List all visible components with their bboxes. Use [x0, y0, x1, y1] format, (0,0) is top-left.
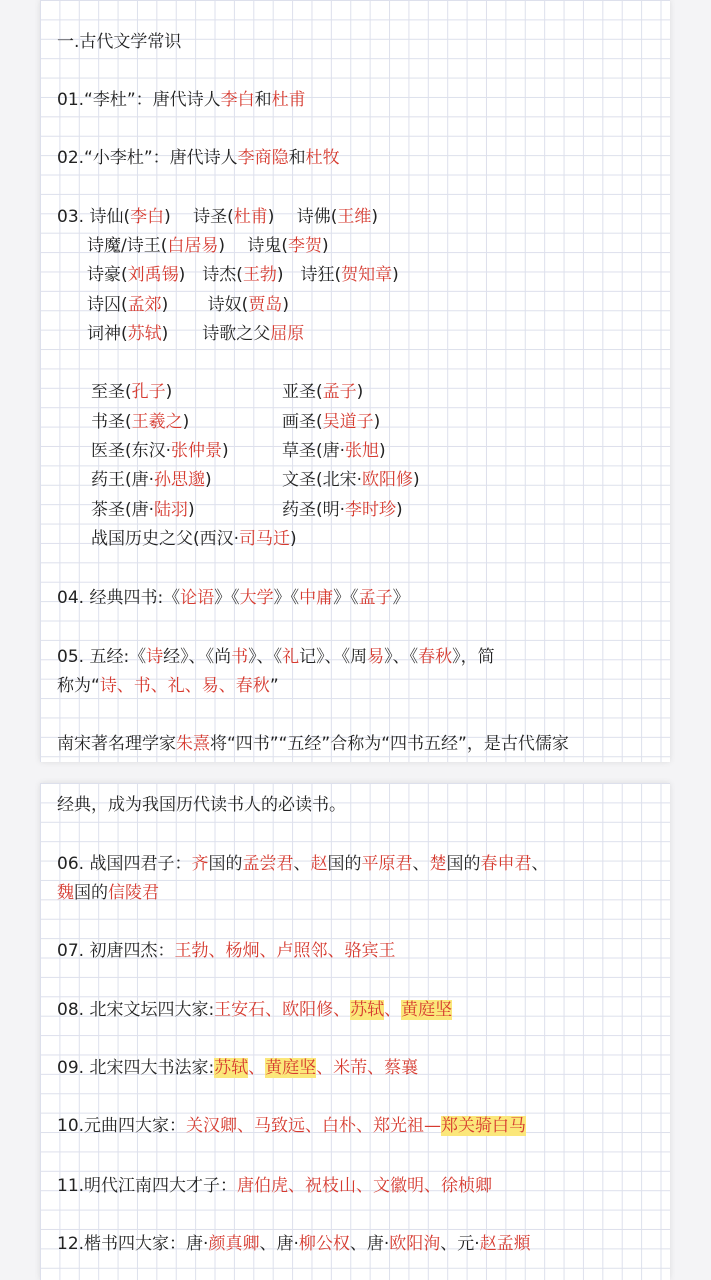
- text-segment: ): [188, 500, 195, 520]
- note-page-1: [40, 0, 670, 762]
- red-keyword: 白居易: [167, 236, 219, 256]
- text-segment: ) 诗歌之父: [161, 324, 271, 344]
- text-segment: 》、《: [384, 647, 419, 667]
- note-line: [87, 323, 304, 345]
- red-keyword: 杜牧: [305, 148, 340, 168]
- red-keyword: 孟郊: [127, 295, 162, 315]
- text-segment: ) 诗奴(: [161, 295, 249, 315]
- red-keyword: 孟子: [322, 382, 357, 402]
- text-segment: 》《: [273, 588, 300, 608]
- red-keyword: 易: [367, 647, 385, 667]
- note-line: [57, 853, 548, 875]
- note-line: [57, 1057, 418, 1079]
- text-segment: 书圣(: [91, 412, 132, 432]
- text-segment: ): [165, 382, 173, 402]
- red-keyword: 朱熹: [176, 734, 210, 754]
- red-keyword: 欧阳洵: [389, 1234, 441, 1254]
- red-keyword: 春申君: [480, 854, 532, 874]
- red-keyword: 春秋: [418, 647, 453, 667]
- note-line: [91, 440, 229, 462]
- highlighted-keyword: 黄庭坚: [265, 1058, 317, 1078]
- red-keyword: 赵孟頫: [479, 1234, 531, 1254]
- text-segment: 药圣(明·: [282, 500, 346, 520]
- note-line: [57, 733, 569, 755]
- text-segment: 医圣(东汉·: [91, 441, 172, 461]
- note-line: [57, 1233, 531, 1255]
- note-line: [57, 89, 306, 111]
- red-keyword: 唐伯虎、祝枝山、文徽明、徐桢卿: [237, 1176, 493, 1196]
- text-segment: ): [396, 500, 403, 520]
- text-segment: ): [205, 470, 212, 490]
- red-keyword: 王安石、欧阳修、: [214, 1000, 351, 1020]
- text-segment: 记》、《周: [299, 647, 368, 667]
- note-line: [282, 499, 403, 521]
- note-line: [91, 469, 212, 491]
- text-segment: 11.明代江南四大才子：: [57, 1176, 238, 1196]
- note-line: [57, 147, 340, 169]
- red-keyword: 杜甫: [233, 207, 268, 227]
- red-keyword: 魏: [57, 883, 74, 903]
- note-line: [87, 235, 329, 257]
- note-line: [57, 940, 395, 962]
- text-segment: 10.元曲四大家：: [57, 1116, 187, 1136]
- red-keyword: 李贺: [288, 236, 323, 256]
- note-line: [282, 411, 380, 433]
- text-segment: 诗囚(: [87, 295, 128, 315]
- text-segment: ) 诗杰(: [178, 265, 243, 285]
- text-segment: ): [182, 412, 190, 432]
- red-keyword: 齐: [191, 854, 209, 874]
- text-segment: 国的: [74, 883, 108, 903]
- red-keyword: 欧阳修: [362, 470, 414, 490]
- red-keyword: 中庸: [299, 588, 334, 608]
- text-segment: 、唐·: [259, 1234, 299, 1254]
- highlighted-keyword: 郑关骑白马: [441, 1116, 527, 1136]
- red-keyword: 王维: [337, 207, 372, 227]
- text-segment: ): [322, 236, 329, 256]
- text-segment: ): [413, 470, 420, 490]
- text-segment: ) 诗圣(: [164, 207, 234, 227]
- red-keyword: 贾岛: [248, 295, 283, 315]
- red-keyword: 大学: [239, 588, 274, 608]
- red-keyword: 王羲之: [131, 412, 183, 432]
- text-segment: 至圣(: [91, 382, 132, 402]
- text-segment: ): [392, 265, 399, 285]
- text-segment: 国的: [446, 854, 481, 874]
- red-keyword: 平原君: [361, 854, 413, 874]
- note-line: [91, 499, 195, 521]
- red-keyword: 诗、书、礼、易、春秋: [99, 676, 270, 696]
- red-keyword: 诗: [146, 647, 164, 667]
- text-segment: 诗魔/诗王(: [87, 236, 168, 256]
- text-segment: ) 诗佛(: [267, 207, 338, 227]
- note-line: [57, 1115, 526, 1137]
- text-segment: 07. 初唐四杰：: [57, 941, 175, 961]
- text-segment: 02.“小李杜”：唐代诗人: [57, 148, 238, 168]
- red-keyword: 贺知章: [341, 265, 393, 285]
- text-segment: 草圣(唐·: [282, 441, 346, 461]
- red-keyword: 柳公权: [298, 1234, 350, 1254]
- text-segment: 、元·: [440, 1234, 480, 1254]
- red-keyword: 李时珍: [345, 500, 397, 520]
- red-keyword: 信陵君: [108, 883, 159, 903]
- note-line: [282, 440, 386, 462]
- text-segment: 》《: [333, 588, 359, 608]
- text-segment: ): [290, 529, 297, 549]
- red-keyword: 王勃、杨炯、卢照邻、骆宾王: [174, 941, 396, 961]
- text-segment: 、: [531, 854, 549, 874]
- text-segment: ): [379, 441, 386, 461]
- red-keyword: 杜甫: [271, 90, 306, 110]
- text-segment: ): [282, 295, 289, 315]
- text-segment: 、唐·: [349, 1234, 390, 1254]
- note-line: [57, 587, 410, 609]
- text-segment: 06. 战国四君子：: [57, 854, 192, 874]
- text-segment: 战国历史之父(西汉·: [91, 529, 240, 549]
- red-keyword: 关汉卿、马致远、白朴、郑光祖—: [186, 1116, 442, 1136]
- note-line: [282, 381, 363, 403]
- note-page-2: [40, 783, 670, 1280]
- text-segment: 经》、《尚: [163, 647, 232, 667]
- note-line: [57, 31, 181, 53]
- red-keyword: 李商隐: [237, 148, 289, 168]
- text-segment: 亚圣(: [282, 382, 323, 402]
- text-segment: ): [371, 207, 379, 227]
- highlighted-keyword: 黄庭坚: [401, 1000, 453, 1020]
- note-line: [57, 206, 378, 228]
- red-keyword: 论语: [180, 588, 215, 608]
- text-segment: 一.古代文学常识: [57, 32, 182, 52]
- text-segment: 词神(: [87, 324, 128, 344]
- note-line: [87, 294, 289, 316]
- note-line: [91, 411, 189, 433]
- highlighted-keyword: 苏轼: [350, 1000, 385, 1020]
- text-segment: 国的: [208, 854, 243, 874]
- text-segment: 南宋著名理学家: [57, 734, 176, 754]
- text-segment: 和: [254, 90, 272, 110]
- red-keyword: 孔子: [131, 382, 166, 402]
- text-segment: 04. 经典四书:《: [57, 588, 181, 608]
- text-segment: 05. 五经:《: [57, 647, 147, 667]
- text-segment: 01.“李杜”：唐代诗人: [57, 90, 221, 110]
- highlighted-keyword: 苏轼: [214, 1058, 249, 1078]
- text-segment: 诗豪(: [87, 265, 128, 285]
- note-line: [282, 469, 420, 491]
- note-line: [91, 381, 172, 403]
- note-line: [57, 882, 159, 904]
- red-keyword: 赵: [310, 854, 328, 874]
- red-keyword: 陆羽: [154, 500, 189, 520]
- red-keyword: 苏轼: [127, 324, 162, 344]
- text-segment: ): [356, 382, 364, 402]
- red-keyword: 孙思邈: [154, 470, 206, 490]
- red-keyword: 书: [231, 647, 249, 667]
- text-segment: 08. 北宋文坛四大家:: [57, 1000, 215, 1020]
- text-segment: 09. 北宋四大书法家:: [57, 1058, 215, 1078]
- text-segment: ) 诗鬼(: [218, 236, 289, 256]
- note-line: [57, 1175, 492, 1197]
- note-line: [87, 264, 399, 286]
- red-keyword: 刘禹锡: [127, 265, 179, 285]
- red-keyword: 王勃: [242, 265, 277, 285]
- note-line: [57, 999, 452, 1021]
- red-keyword: 、米芾、蔡襄: [316, 1058, 419, 1078]
- text-segment: 》、《: [248, 647, 283, 667]
- text-segment: 药王(唐·: [91, 470, 155, 490]
- note-line: [57, 646, 495, 668]
- red-keyword: 、: [384, 1000, 402, 1020]
- red-keyword: 司马迁: [239, 529, 291, 549]
- red-keyword: 颜真卿: [208, 1234, 260, 1254]
- text-segment: 》，简: [452, 647, 495, 667]
- red-keyword: 、: [248, 1058, 266, 1078]
- red-keyword: 礼: [282, 647, 300, 667]
- text-segment: 称为“: [57, 676, 100, 696]
- red-keyword: 孟尝君: [242, 854, 294, 874]
- red-keyword: 孟子: [358, 588, 393, 608]
- red-keyword: 楚: [429, 854, 447, 874]
- text-segment: ): [373, 412, 381, 432]
- text-segment: 》: [392, 588, 410, 608]
- red-keyword: 张仲景: [171, 441, 223, 461]
- text-segment: ”: [269, 676, 279, 696]
- text-segment: ): [222, 441, 229, 461]
- text-segment: 茶圣(唐·: [91, 500, 155, 520]
- text-segment: 文圣(北宋·: [282, 470, 363, 490]
- text-segment: 12.楷书四大家：唐·: [57, 1234, 209, 1254]
- red-keyword: 屈原: [270, 324, 305, 344]
- text-segment: 和: [288, 148, 306, 168]
- text-segment: 》《: [214, 588, 240, 608]
- red-keyword: 张旭: [345, 441, 380, 461]
- text-segment: ) 诗狂(: [276, 265, 342, 285]
- text-segment: 将“四书”“五经”合称为“四书五经”，是古代儒家: [210, 734, 569, 754]
- note-line: [57, 794, 346, 816]
- red-keyword: 李白: [220, 90, 255, 110]
- text-segment: 国的: [327, 854, 362, 874]
- note-line: [91, 528, 297, 550]
- text-segment: 经典，成为我国历代读书人的必读书。: [57, 795, 346, 815]
- text-segment: 、: [412, 854, 430, 874]
- text-segment: 03. 诗仙(: [57, 207, 131, 227]
- text-segment: 、: [293, 854, 311, 874]
- red-keyword: 吴道子: [322, 412, 374, 432]
- note-line: [57, 675, 279, 697]
- text-segment: 画圣(: [282, 412, 323, 432]
- red-keyword: 李白: [130, 207, 165, 227]
